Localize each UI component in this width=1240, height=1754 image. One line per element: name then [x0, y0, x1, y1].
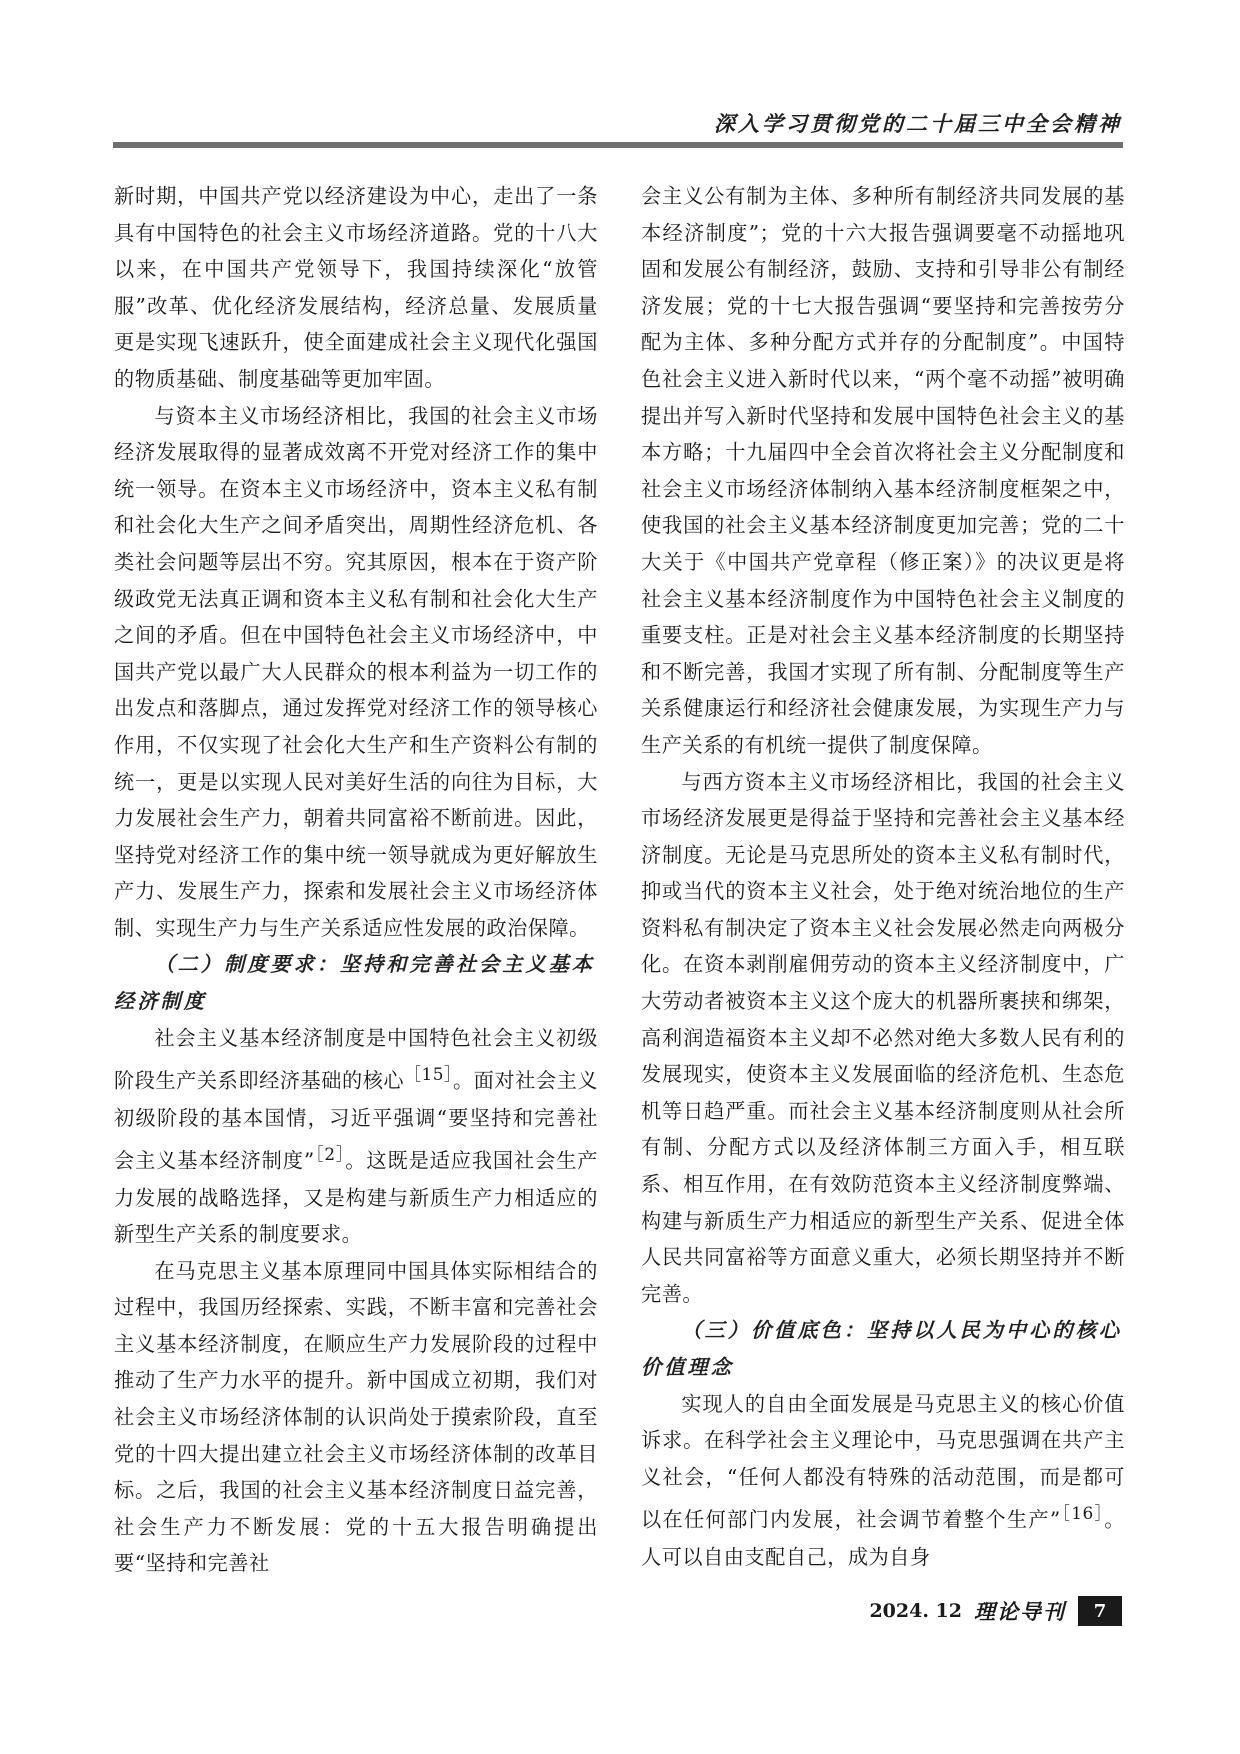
left-column — [114, 178, 598, 1582]
paragraph-text: 实现人的自由全面发展是马克思主义的核心价值诉求。在科学社会主义理论中，马克思强调在共产主义社会，“任何人都没有特殊的活动范围，而是都可以在任何部门内发展，社会调节着整个生产” — [641, 1391, 1125, 1533]
section-heading: （二）制度要求：坚持和完善社会主义基本经济制度 — [114, 952, 595, 1014]
citation-ref: ［15］ — [404, 1064, 453, 1085]
section-heading: （三）价值底色：坚持以人民为中心的核心价值理念 — [641, 1318, 1122, 1379]
paragraph — [641, 1386, 1125, 1576]
paragraph: 会主义公有制为主体、多种所有制经济共同发展的基本经济制度”；党的十六大报告强调要毫不动摇地巩固和发展公有制经济，鼓励、支持和引导非公有制经济发展；党的十七大报告强调“要坚持和完善按劳分配为主体、多种分配方式并存的分配制度”。中国特色社会主义进入新时代以来，“两个毫不动摇”被明确提出并写入新时代坚持和发展中国特色社会主义的基本方略；十九届四中全会首次将社会主义分配制度和社会主义市场经济体制纳入基本经济制度框架之中，使我国的社会主义基本经济制度更加完善；党的二十大关于《中国共产党章程（修正案）》的决议更是将社会主义基本经济制度作为中国特色社会主义制度的重要支柱。正是对社会主义基本经济制度的长期坚持和不断完善，我国才实现了所有制、分配制度等生产关系健康运行和经济社会健康发展，为实现生产力与生产关系的有机统一提供了制度保障。 — [641, 184, 1125, 757]
paragraph: 在马克思主义基本原理同中国具体实际相结合的过程中，我国历经探索、实践，不断丰富和完善社会主义基本经济制度，在顺应生产力发展阶段的过程中推动了生产力水平的提升。新中国成立初期，我们对社会主义市场经济体制的认识尚处于摸索阶段，直至党的十四大提出建立社会主义市场经济体制的改革目标。之后，我国的社会主义基本经济制度日益完善，社会生产力不断发展：党的十五大报告明确提出要“坚持和完善社 — [114, 1258, 598, 1576]
issue-date: 2024. 12 — [869, 1600, 962, 1622]
paragraph-text: 。这既是适应我国社会生产力发展的战略选择，又是构建与新质生产力相适应的新型生产关系的制度要求。 — [114, 1148, 598, 1247]
paragraph: 新时期，中国共产党以经济建设为中心，走出了一条具有中国特色的社会主义市场经济道路。党的十八大以来，在中国共产党领导下，我国持续深化“放管服”改革、优化经济发展结构，经济总量、发展质量更是实现飞速跃升，使全面建成社会主义现代化强国的物质基础、制度基础等更加牢固。 — [114, 184, 598, 391]
right-column — [641, 178, 1125, 1575]
journal-title: 理论导刊 — [974, 1600, 1066, 1624]
page-footer — [869, 1596, 1122, 1626]
citation-ref: ［2］ — [314, 1144, 346, 1165]
page-number: 7 — [1078, 1596, 1122, 1626]
citation-ref: ［16］ — [1060, 1503, 1105, 1524]
paragraph-text: 。人可以自由支配自己，成为自身 — [641, 1508, 1125, 1569]
paragraph: 与资本主义市场经济相比，我国的社会主义市场经济发展取得的显著成效离不开党对经济工作的集中统一领导。在资本主义市场经济中，资本主义私有制和社会化大生产之间矛盾突出，周期性经济危机、各类社会问题等层出不穷。究其原因，根本在于资产阶级政党无法真正调和资本主义私有制和社会化大生产之间的矛盾。但在中国特色社会主义市场经济中，中国共产党以最广大人民群众的根本利益为一切工作的出发点和落脚点，通过发挥党对经济工作的领导核心作用，不仅实现了社会化大生产和生产资料公有制的统一，更是以实现人民对美好生活的向往为目标，大力发展社会生产力，朝着共同富裕不断前进。因此，坚持党对经济工作的集中统一领导就成为更好解放生产力、发展生产力，探索和发展社会主义市场经济体制、实现生产力与生产关系适应性发展的政治保障。 — [114, 403, 598, 940]
paragraph: 与西方资本主义市场经济相比，我国的社会主义市场经济发展更是得益于坚持和完善社会主义基本经济制度。无论是马克思所处的资本主义私有制时代，抑或当代的资本主义社会，处于绝对统治地位的生产资料私有制决定了资本主义社会发展必然走向两极分化。在资本剥削雇佣劳动的资本主义经济制度中，广大劳动者被资本主义这个庞大的机器所裹挟和绑架，高利润造福资本主义却不必然对绝大多数人民有利的发展现实，使资本主义发展面临的经济危机、生态危机等日趋严重。而社会主义基本经济制度则从社会所有制、分配方式以及经济体制三方面入手，相互联系、相互作用，在有效防范资本主义经济制度弊端、构建与新质生产力相适应的新型生产关系、促进全体人民共同富裕等方面意义重大，必须长期坚持并不断完善。 — [641, 769, 1125, 1306]
paragraph-text: 社会主义基本经济制度是中国特色社会主义初级阶段生产关系即经济基础的核心 — [114, 1025, 598, 1093]
paragraph-text: 。面对社会主义初级阶段的基本国情，习近平强调“要坚持和完善社会主义基本经济制度” — [114, 1068, 598, 1173]
header-rule — [113, 142, 1123, 148]
running-header-title: 深入学习贯彻党的二十届三中全会精神 — [714, 112, 1122, 136]
paragraph — [114, 1020, 598, 1253]
